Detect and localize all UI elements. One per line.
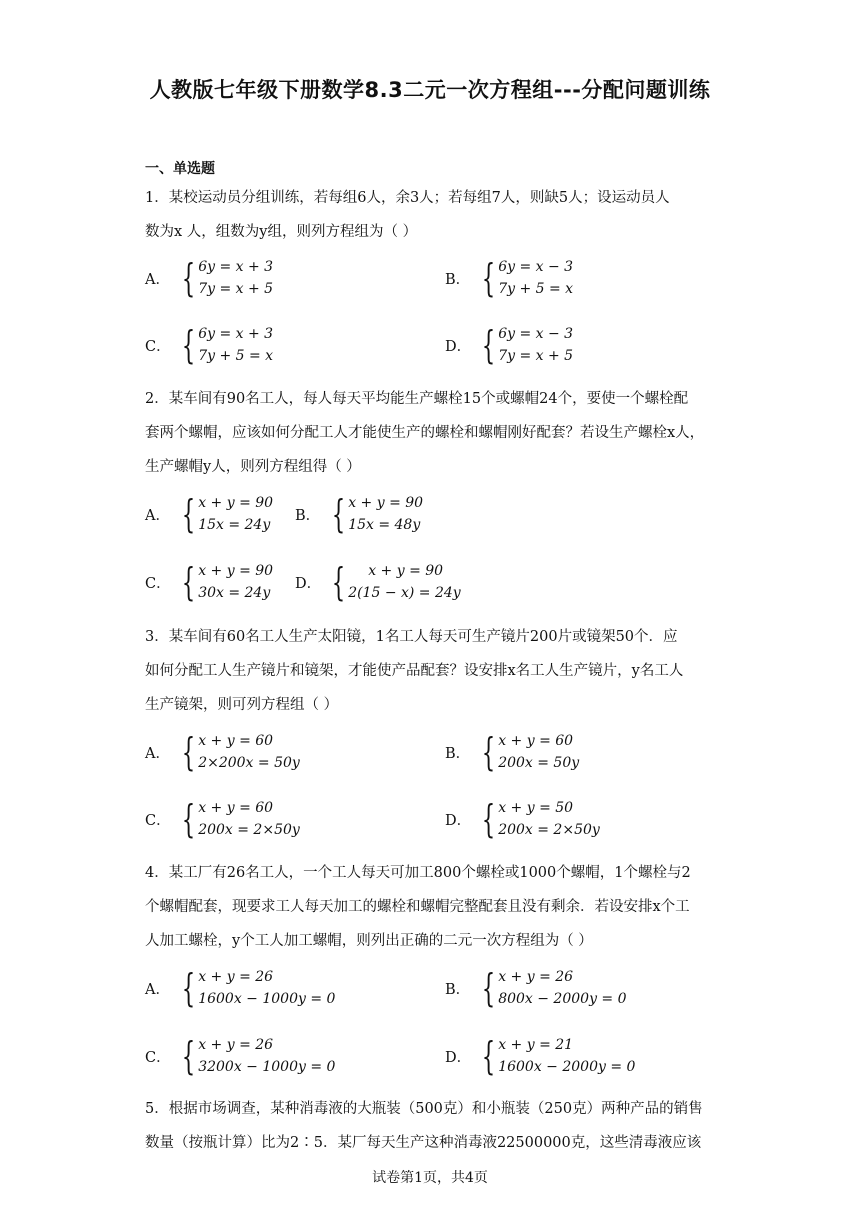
equation-2: 3200x − 1000y = 0 [198, 1059, 336, 1075]
question-4-text-line-1: 4．某工厂有26名工人，一个工人每天可加工800个螺栓或1000个螺帽，1个螺栓与2 [145, 865, 691, 881]
equation-system [321, 492, 423, 536]
equation-system [321, 560, 461, 604]
q3-option-c[interactable] [145, 797, 300, 841]
option-label: C． [145, 1049, 171, 1066]
q4-option-d[interactable] [445, 1034, 635, 1078]
brace-icon: { [181, 560, 196, 604]
equation-2: 2(15 − x) = 24y [348, 585, 461, 601]
q4-option-c[interactable] [145, 1034, 335, 1078]
brace-icon: { [331, 492, 346, 536]
brace-icon: { [181, 323, 196, 367]
brace-icon: { [181, 730, 196, 774]
q4-option-b[interactable] [445, 966, 627, 1010]
section-heading: 一、单选题 [145, 161, 215, 177]
option-label: A． [145, 271, 170, 288]
equation-system [171, 797, 300, 841]
equation-system [171, 1034, 335, 1078]
question-4-text-line-2: 个螺帽配套，现要求工人每天加工的螺栓和螺帽完整配套且没有剩余．若设安排x个工 [145, 899, 690, 915]
equation-1: x + y = 21 [498, 1037, 574, 1053]
equation-system [471, 256, 573, 300]
option-label: A． [145, 507, 170, 524]
option-label: C． [145, 338, 171, 355]
option-label: B． [445, 981, 471, 998]
equation-system [171, 323, 273, 367]
brace-icon: { [481, 797, 496, 841]
equation-system [471, 966, 627, 1010]
equation-1: 6y = x − 3 [498, 326, 574, 342]
equation-1: x + y = 60 [498, 733, 574, 749]
q1-option-b[interactable] [445, 256, 573, 300]
option-label: B． [445, 745, 471, 762]
brace-icon: { [181, 966, 196, 1010]
equation-2: 7y + 5 = x [498, 281, 574, 297]
q2-option-a[interactable] [145, 492, 273, 536]
q3-option-a[interactable] [145, 730, 300, 774]
equation-1: x + y = 26 [198, 1037, 274, 1053]
q3-option-b[interactable] [445, 730, 579, 774]
equation-1: 6y = x + 3 [198, 259, 274, 275]
brace-icon: { [181, 256, 196, 300]
option-label: D． [445, 812, 472, 829]
question-3-text-line-1: 3．某车间有60名工人生产太阳镜，1名工人每天可生产镜片200片或镜架50个．应 [145, 629, 678, 645]
equation-2: 1600x − 1000y = 0 [198, 991, 336, 1007]
equation-2: 800x − 2000y = 0 [498, 991, 627, 1007]
equation-system [171, 492, 273, 536]
brace-icon: { [181, 1034, 196, 1078]
brace-icon: { [181, 492, 196, 536]
equation-1: x + y = 90 [348, 495, 424, 511]
equation-system [471, 323, 573, 367]
equation-1: 6y = x + 3 [198, 326, 274, 342]
option-label: A． [145, 981, 170, 998]
equation-1: x + y = 60 [198, 800, 274, 816]
question-5-text-line-1: 5．根据市场调查，某种消毒液的大瓶装（500克）和小瓶装（250克）两种产品的销售 [145, 1101, 703, 1117]
brace-icon: { [481, 730, 496, 774]
question-1-text-line-1: 1．某校运动员分组训练，若每组6人，余3人；若每组7人，则缺5人；设运动员人 [145, 190, 670, 206]
equation-1: x + y = 26 [198, 969, 274, 985]
q3-option-d[interactable] [445, 797, 600, 841]
q2-option-b[interactable] [295, 492, 423, 536]
brace-icon: { [481, 966, 496, 1010]
equation-1: x + y = 90 [198, 563, 274, 579]
option-label: D． [445, 1049, 472, 1066]
question-3-text-line-2: 如何分配工人生产镜片和镜架，才能使产品配套？设安排x名工人生产镜片，y名工人 [145, 663, 684, 679]
equation-1: x + y = 60 [198, 733, 274, 749]
equation-system [171, 256, 273, 300]
equation-2: 200x = 50y [498, 755, 580, 771]
equation-system [471, 797, 600, 841]
option-label: A． [145, 745, 170, 762]
equation-2: 200x = 2×50y [198, 822, 300, 838]
equation-1: x + y = 50 [498, 800, 574, 816]
page-footer: 试卷第1页，共4页 [372, 1170, 488, 1186]
q2-option-d[interactable] [295, 560, 461, 604]
equation-2: 1600x − 2000y = 0 [498, 1059, 636, 1075]
question-1-text-line-2: 数为x 人，组数为y组，则列方程组为（ ） [145, 224, 418, 240]
option-label: C． [145, 575, 171, 592]
brace-icon: { [481, 323, 496, 367]
equation-2: 7y = x + 5 [198, 281, 274, 297]
equation-system [171, 560, 273, 604]
option-label: D． [295, 575, 322, 592]
q1-option-a[interactable] [145, 256, 273, 300]
brace-icon: { [181, 797, 196, 841]
equation-2: 30x = 24y [198, 585, 271, 601]
question-5-text-line-2: 数量（按瓶计算）比为2∶5．某厂每天生产这种消毒液22500000克，这些清毒液应该 [145, 1135, 702, 1151]
page-title: 人教版七年级下册数学8.3二元一次方程组---分配问题训练 [149, 78, 711, 102]
q2-option-c[interactable] [145, 560, 273, 604]
equation-system [471, 730, 579, 774]
equation-system [471, 1034, 635, 1078]
brace-icon: { [481, 1034, 496, 1078]
brace-icon: { [331, 560, 346, 604]
q4-option-a[interactable] [145, 966, 335, 1010]
option-label: D． [445, 338, 472, 355]
equation-1: x + y = 90 [368, 563, 444, 579]
question-2-text-line-1: 2．某车间有90名工人，每人每天平均能生产螺栓15个或螺帽24个，要使一个螺栓配 [145, 391, 689, 407]
equation-1: x + y = 26 [498, 969, 574, 985]
option-label: B． [295, 507, 321, 524]
question-3-text-line-3: 生产镜架，则可列方程组（ ） [145, 697, 339, 713]
q1-option-d[interactable] [445, 323, 573, 367]
question-2-text-line-2: 套两个螺帽，应该如何分配工人才能使生产的螺栓和螺帽刚好配套？若设生产螺栓x人， [145, 425, 705, 441]
question-4-text-line-3: 人加工螺栓，y个工人加工螺帽，则列出正确的二元一次方程组为（ ） [145, 933, 593, 949]
equation-2: 2×200x = 50y [198, 755, 300, 771]
equation-system [171, 966, 335, 1010]
equation-2: 15x = 24y [198, 517, 271, 533]
equation-2: 15x = 48y [348, 517, 421, 533]
equation-2: 200x = 2×50y [498, 822, 600, 838]
equation-system [171, 730, 300, 774]
equation-1: 6y = x − 3 [498, 259, 574, 275]
question-2-text-line-3: 生产螺帽y人，则列方程组得（ ） [145, 459, 361, 475]
option-label: C． [145, 812, 171, 829]
brace-icon: { [481, 256, 496, 300]
equation-2: 7y = x + 5 [498, 348, 574, 364]
option-label: B． [445, 271, 471, 288]
q1-option-c[interactable] [145, 323, 273, 367]
equation-1: x + y = 90 [198, 495, 274, 511]
equation-2: 7y + 5 = x [198, 348, 274, 364]
